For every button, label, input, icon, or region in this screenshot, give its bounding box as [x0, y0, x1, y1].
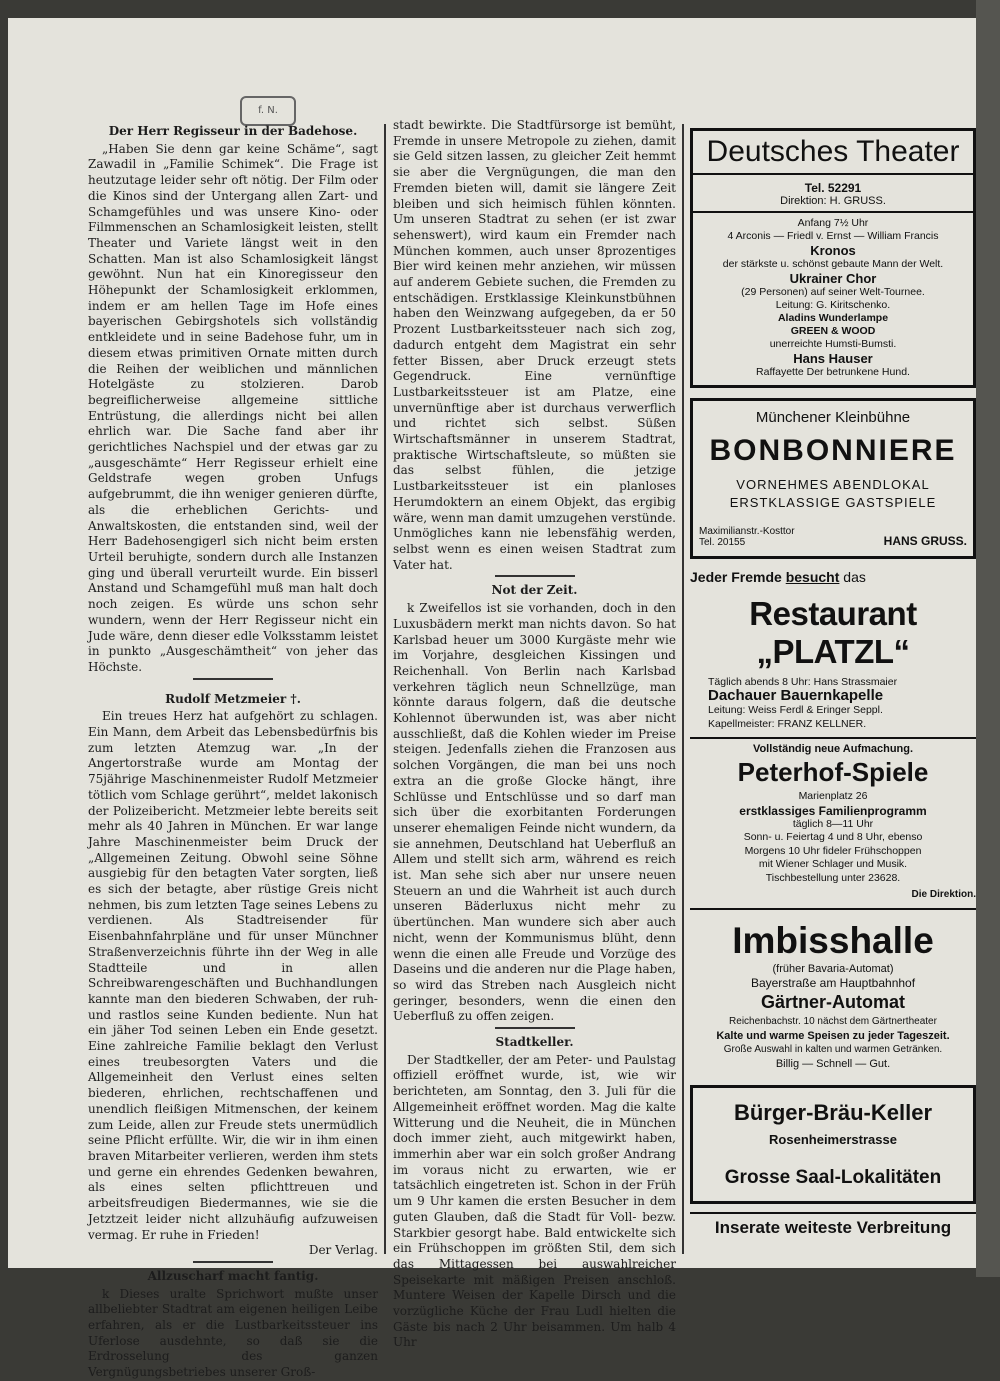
ad-platzl-title: Restaurant „PLATZL“ — [749, 595, 917, 670]
ad-line: das — [843, 569, 866, 585]
article-continued: stadt bewirkte. Die Stadtfürsorge ist bemüht, Fremde in unsere Metropole zu ziehen, damit sie Geld sitzen lassen, zu gleicher Zeit hemmt sie aber die Vergnügungen, die man den Fremden bieten will, damit sie längere Zeit bleiben und sich heimisch fühlen könnten. Um unseren Stadtrat zu sehen (er ist zwar sehenswert), wird kaum ein Fremder nach München kommen, auch unser 8prozentiges Bier wird keinen mehr anziehen, wir müssen auf anderem Gebiete suchen, die Fremden zu entschädigen. Erstklassige Kleinkunstbühnen haben den Weinzwang aufgegeben, da er 50 Prozent Lustbarkeitssteuer nach sich zog, dadurch entgeht dem Magistrat ein sehr fetter Bissen, aber Druck erzeugt stets Gegendruck. Eine vernünftige Lustbarkeitssteuer ist am Platze, eine unvernünftige aber ist durchaus verwerflich und richtet sich selbst. Süßen Wirtschaftsmänner in unserem Stadtrat, praktische Wirtschaftsleute, so müßten sie das selbst fühlen, die jetzige Lustbarkeitssteuer ist ein planloses Herumdoktern an einem Objekt, das ergibig wäre, wenn man damit umzugehen verstünde. Unmögliches kann nie lebensfähig werden, selbst wenn es einen weisen Stadtrat zum Vater hat. — [393, 118, 676, 572]
ad-line: Aladins Wunderlampe — [777, 312, 889, 324]
ad-line: Jeder Fremde — [690, 569, 782, 585]
ad-title: Gärtner-Automat — [760, 992, 905, 1012]
ad-line: Vollständig neue Aufmachung. — [752, 743, 914, 755]
newspaper-page — [8, 18, 976, 1380]
heading-not-der-zeit: Not der Zeit. — [491, 583, 578, 598]
ad-title: BONBONNIERE — [709, 434, 957, 467]
scan-edge — [976, 0, 1000, 1277]
ad-line: GREEN & WOOD — [790, 325, 876, 337]
ads-column — [690, 128, 976, 1238]
ad-line: Bayerstraße am Hauptbahnhof — [750, 976, 916, 990]
ad-title: Deutsches Theater — [693, 135, 973, 175]
ad-line: Billig — Schnell — Gut. — [775, 1058, 891, 1070]
signature: Der Verlag. — [308, 1243, 378, 1258]
article-metzmeier: Ein treues Herz hat aufgehört zu schlagen. Ein Mann, dem Arbeit das Lebensbedürfnis bis zum letzten Atemzug war. „In der Angertorstraße wurde am Montag der 75jährige Maschinenmeister Rudolf Metzmeier tötlich vom Schlage gerührt“, meldet lakonisch der Polizeibericht. Metzmeier lebte bereits seit mehr als 40 Jahren in München. Er war lange Jahre Maschinenmeister beim Druck der „Allgemeinen Zeitung. Obwohl seine Söhne ausgiebig für den betagten Vater sorgten, ließ es sich der betagte, aber rüstige Greis nicht nehmen, bis zum letzten Tage seines Lebens zu verdienen. Als Stadtreisender für Eisenbahnfahrpläne und für unser Münchner Straßenverzeichnis führte ihn der Weg in alle Stadtteile und in allen Schreibwarengeschäften und Buchhandlungen kannte man den biederen Schwaben, der ruh- und rastlos seine Kunden bediente. Nun hat ein jäher Tod seinen Leben ein Ende gesetzt. Eine zahlreiche Familie beklagt den Verlust eines treubesorgten Vaters und die Allgemeinheit den Verlust eines selten biederen, ehrlichen, rechtschaffenen und unendlich fleißigen Mitmenschen, der keinem zum Leide, allen zur Freude stets unermüdlich seine Pflicht erfüllte. Wir, die wir in ihm einen braven Mitarbeiter verlieren, werden ihm stets und gerne ein ehrendes Gedenken bewahren, als eines selten pflichttreuen und arbeitsfreudigen Biedermannes, wie sie die Jetztzeit leider nicht allzuhäufig aufzuweisen vermag. Er ruhe in Frieden! — [88, 709, 378, 1242]
separator — [193, 1261, 273, 1263]
ad-title: Imbisshalle — [732, 920, 934, 961]
ad-deutsches-theater — [690, 128, 976, 388]
footer-inserate: Inserate weiteste Verbreitung — [690, 1212, 976, 1238]
ad-line: mit Wiener Schlager und Musik. — [758, 858, 908, 870]
heading-allzuscharf: Allzuscharf macht fantig. — [147, 1268, 319, 1283]
heading-metzmeier: Rudolf Metzmeier †. — [165, 691, 301, 706]
ad-act: Ukrainer Chor — [789, 271, 877, 286]
ad-title: Bürger-Bräu-Keller — [733, 1100, 933, 1125]
column-divider — [682, 124, 684, 1254]
article-regisseur: „Haben Sie denn gar keine Schäme“, sagt Zawadil in „Familie Schimek“. Die Frage ist heutzutage leider sehr oft nötig. Der Film oder die Kinos sind der Untergang allen Zart- und Schamgefühles und was unsere Kino- oder Filmmenschen an Schamlosigkeit leisten, stellt Theater und Variete längst weit in den Schatten. Man ist also Schamlosigkeit längst gewöhnt. Nun hat ein Kinoregisseur den Höhepunkt der Schamlosigkeit erklommen, indem er am hellen Tage im Hofe eines bayerischen Gebirgshotels sich vollständig entkleidete und in seine Badehose fuhr, um in diesem etwas primitiven Ornate mitten durch die Reihen der weiblichen und männlichen Hotelgäste zu stolzieren. Darob begreiflicherweise allgemeine sittliche Entrüstung, die allerdings nicht bei allen ehrlich war. Die Sache fand aber ihr gerichtliches Nachspiel und der etwas gar zu „ausgeschämte“ Herr Regisseur erhielt eine Geldstrafe wegen groben Unfugs aufgebrummt, die ihn weniger genieren dürfte, als die erheblichen Gerichts- und Anwaltskosten, die entstanden sind, weil der Herr Badehosengigerl sich nicht beim ersten Urteil beruhigte, sondern durch alle Instanzen ging und überall verurteilt wurde. Ein bisserl Anstand und Schamgefühl muß man halt doch noch zeigen. Es würde uns schon sehr wundern, wenn der Herr Regisseur nicht ein Jude wäre, denn dieser edle Volksstamm leistet in punkto „Ausgeschämtheit“ von jeher das Höchste. — [88, 141, 378, 674]
article-allzuscharf: k Dieses uralte Sprichwort mußte unser allbeliebter Stadtrat am eigenen heiligen Leibe erfahren, als er die Lustbarkeitssteuer ins Uferlose ausdehnte, so daß sie die Erdrosselung des ganzen Vergnügungsbetriebes unserer Groß- — [88, 1286, 378, 1380]
ad-line: Die Direktion. — [911, 889, 976, 900]
ad-line: (29 Personen) auf seiner Welt-Tournee. — [741, 286, 925, 298]
ad-title: Peterhof-Spiele — [737, 757, 929, 787]
ad-line: der stärkste u. schönst gebaute Mann der Welt. — [722, 258, 944, 270]
ad-address: Maximilianstr.-Kosttor — [699, 526, 795, 537]
ad-line: täglich 8—11 Uhr — [792, 817, 874, 830]
article-not-der-zeit: k Zweifellos ist sie vorhanden, doch in den Luxusbädern merkt man nichts davon. So hat Karlsbad heuer um 3000 Kurgäste mehr wie im Vorjahre, desgleichen Kissingen und Reichenhall. Von Berlin nach Karlsbad verkehren täglich neun Schnellzüge, man könnte daraus folgern, daß die deutsche Kohlennot überwunden ist, was aber nicht ausschließt, daß die Kohlen wieder im Preise steigen. Jedenfalls ziehen die Franzosen aus solchen Vorgängen, die man bei uns noch extra an die große Glocke hängt, ihre Schlüsse und Entschlüsse und so darf man sich über die exorbitanten Forderungen unserer ehemaligen Feinde nicht wundern, da sie annehmen, Deutschland hat Ueberfluß an Allem und stellt sich arm, während es reich ist. Man sehe sich aber nur unsere neuen Steuern an und die Wahrheit ist auch durch unseren Bäderluxus nicht mehr zu übertünchen. Man wundere sich aber auch nicht, wenn der Kommunismus blüht, denn wenn die einen alle Freude und Vorzüge des Daseins und die anderen nur die Plage haben, so wird das Streben nach Ausgleich nicht geringer, besonders, wenn die einen den Ueberfluß zu offen zeigen. — [393, 601, 676, 1024]
ad-line: Große Auswahl in kalten und warmen Getränken. — [723, 1044, 943, 1055]
column-divider — [384, 124, 386, 1254]
ad-bonbonniere — [690, 398, 976, 559]
ad-line: VORNEHMES ABENDLOKAL — [736, 477, 930, 492]
column-middle — [393, 118, 676, 1351]
separator — [193, 678, 273, 680]
ad-line: Leitung: G. Kiritschenko. — [775, 299, 891, 311]
ad-line: Reichenbachstr. 10 nächst dem Gärtnertheater — [729, 1016, 937, 1027]
ad-line: Münchener Kleinbühne — [755, 409, 911, 426]
ad-direktion: Direktion: H. GRUSS. — [693, 195, 973, 213]
ad-line: Rosenheimerstrasse — [769, 1132, 897, 1147]
separator — [495, 1027, 575, 1029]
ad-line: Raffayette Der betrunkene Hund. — [756, 366, 910, 378]
separator — [495, 575, 575, 577]
ad-line: Sonn- u. Feiertag 4 und 8 Uhr, ebenso — [743, 831, 923, 843]
ad-tel: Tel. 20155 — [699, 537, 746, 548]
platzl-intro — [690, 569, 976, 585]
ad-imbisshalle — [690, 908, 976, 1071]
ad-line: Kalte und warme Speisen zu jeder Tageszeit. — [716, 1030, 950, 1042]
ad-line: Grosse Saal-Lokalitäten — [724, 1167, 942, 1188]
archive-stamp: f. N. — [240, 96, 296, 126]
heading-regisseur: Der Herr Regisseur in der Badehose. — [108, 124, 358, 138]
ad-line: Dachauer Bauernkapelle — [708, 687, 884, 704]
ad-owner: HANS GRUSS. — [883, 534, 967, 548]
ad-line: Tischbestellung unter 23628. — [765, 871, 901, 884]
ad-peterhof — [690, 737, 976, 900]
ad-line: unerreichte Humsti-Bumsti. — [769, 338, 897, 350]
ad-tel: Tel. 52291 — [804, 181, 862, 195]
ad-line: Marienplatz 26 — [798, 790, 868, 802]
ad-line: Täglich abends 8 Uhr: Hans Strassmaier — [708, 676, 898, 688]
ad-act: Kronos — [810, 243, 856, 258]
heading-stadtkeller: Stadtkeller. — [495, 1035, 574, 1050]
ad-act: Hans Hauser — [793, 351, 873, 366]
ad-footer-row — [699, 526, 967, 548]
column-left — [88, 118, 378, 1381]
ad-platzl — [690, 675, 976, 731]
ad-line: erstklassiges Familienprogramm — [739, 803, 927, 818]
ad-line: ERSTKLASSIGE GASTSPIELE — [729, 495, 937, 510]
ad-line: Kapellmeister: FRANZ KELLNER. — [708, 718, 867, 730]
ad-line: Morgens 10 Uhr fideler Frühschoppen — [744, 844, 922, 857]
ad-line: Anfang 7½ Uhr — [797, 217, 869, 229]
ad-line: 4 Arconis — Friedl v. Ernst — William Francis — [727, 230, 939, 242]
ad-buerger-braeu-keller — [690, 1085, 976, 1204]
ad-line: (früher Bavaria-Automat) — [772, 963, 894, 975]
article-stadtkeller: Der Stadtkeller, der am Peter- und Paulstag offiziell eröffnet wurde, ist, wie wir berichteten, am Sonntag, den 3. Juli für die Allgemeinheit eröffnet worden. Mag die kalte Witterung und die Neuheit, die in München doch immer zieht, auch mitgewirkt haben, immerhin aber war ein solch großer Andrang im voraus nicht zu erwarten, wie er tatsächlich eingetreten ist. Schon in der Früh um 9 Uhr kamen die ersten Besucher in dem guten Glauben, daß die Stadt für Voll- bezw. Starkbier gesorgt habe. Bald entwickelte sich ein Frühschoppen im größten Stil, dem sich das Mittagessen bei auswahlreicher Speisekarte mit mäßigen Preisen anschloß. Muntere Weisen der Kapelle Dirsch und die vorzügliche Küche der Frau Ludl hielten die Gäste bis nach 2 Uhr beisammen. Um halb 4 Uhr — [393, 1052, 676, 1350]
ad-line: Leitung: Weiss Ferdl & Eringer Seppl. — [708, 704, 883, 716]
ad-line: besucht — [785, 569, 840, 585]
